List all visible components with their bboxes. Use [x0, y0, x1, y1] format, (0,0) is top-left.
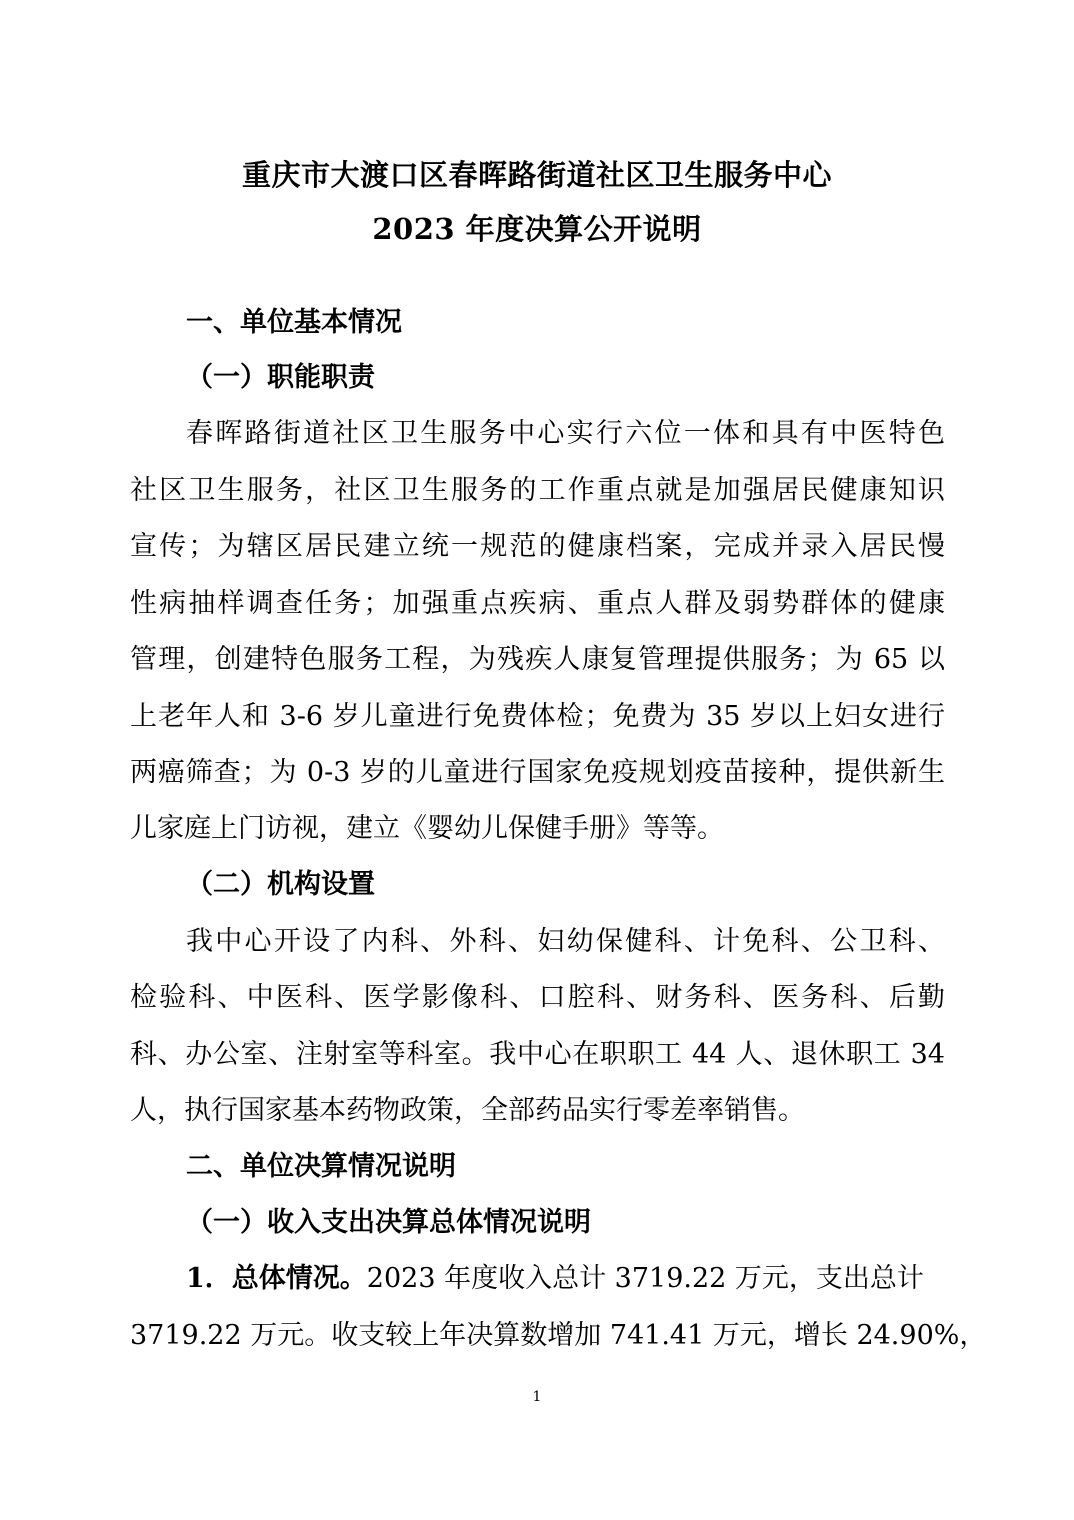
paragraph-line: 春晖路街道社区卫生服务中心实行六位一体和具有中医特色 — [186, 418, 945, 449]
paragraph-line: 3719.22 万元。收支较上年决算数增加 741.41 万元，增长 24.90%， — [130, 1320, 987, 1351]
paragraph-line: 性病抽样调查任务；加强重点疾病、重点人群及弱势群体的健康 — [130, 588, 945, 619]
paragraph-lead: 1．总体情况。 — [186, 1263, 367, 1294]
document-title-line2: 2023 年度决算公开说明 — [372, 212, 702, 246]
section1-heading: 一、单位基本情况 — [186, 307, 402, 338]
paragraph-line: 上老年人和 3-6 岁儿童进行免费体检；免费为 35 岁以上妇女进行 — [130, 701, 945, 732]
paragraph-line: 儿家庭上门访视，建立《婴幼儿保健手册》等等。 — [130, 813, 724, 844]
paragraph-line: 检验科、中医科、医学影像科、口腔科、财务科、医务科、后勤 — [130, 982, 945, 1013]
paragraph-line: 我中心开设了内科、外科、妇幼保健科、计免科、公卫科、 — [186, 926, 945, 957]
paragraph-line: 人，执行国家基本药物政策，全部药品实行零差率销售。 — [130, 1095, 805, 1126]
paragraph-line: 两癌筛查；为 0-3 岁的儿童进行国家免疫规划疫苗接种，提供新生 — [130, 757, 945, 788]
section2-sub1-heading: （一）收入支出决算总体情况说明 — [186, 1207, 591, 1238]
paragraph-line: 社区卫生服务，社区卫生服务的工作重点就是加强居民健康知识 — [130, 475, 945, 506]
section2-heading: 二、单位决算情况说明 — [186, 1151, 456, 1182]
document-title-line1: 重庆市大渡口区春晖路街道社区卫生服务中心 — [241, 158, 832, 192]
section1-sub1-heading: （一）职能职责 — [186, 362, 375, 393]
paragraph-line: 管理，创建特色服务工程，为残疾人康复管理提供服务；为 65 以 — [130, 644, 945, 675]
page-number: 1 — [532, 1389, 542, 1405]
paragraph-text: 2023 年度收入总计 3719.22 万元，支出总计 — [366, 1263, 924, 1294]
paragraph-line: 宣传；为辖区居民建立统一规范的健康档案，完成并录入居民慢 — [130, 531, 945, 562]
paragraph-line — [186, 1259, 945, 1299]
section1-sub2-heading: （二）机构设置 — [186, 869, 375, 900]
paragraph-line: 科、办公室、注射室等科室。我中心在职职工 44 人、退休职工 34 — [130, 1039, 945, 1070]
